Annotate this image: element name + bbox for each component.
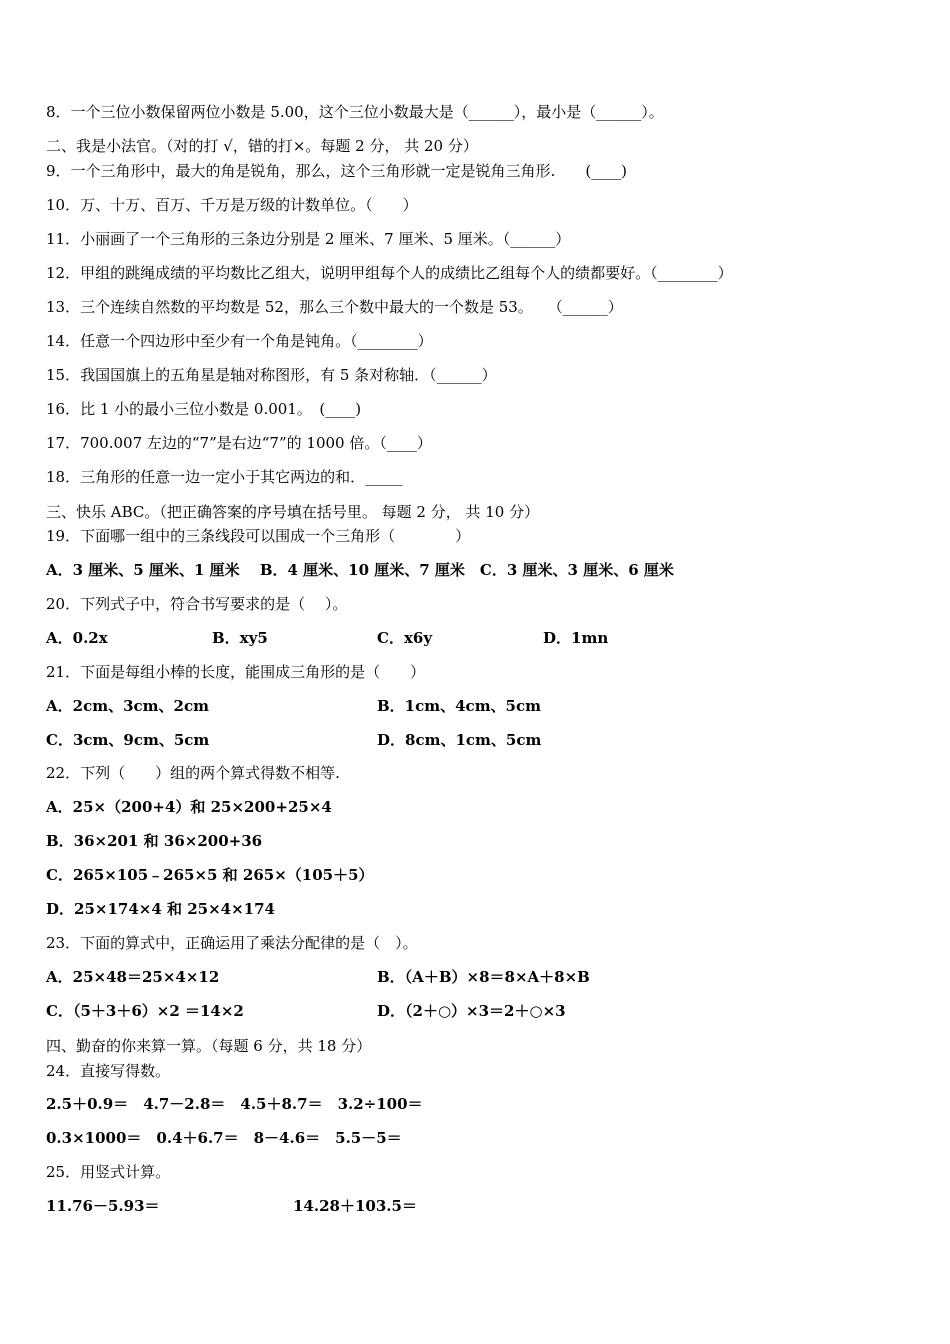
question-21-option-b: B．1cm、4cm、5cm [377,697,542,715]
section-2-heading: 二、我是小法官。（对的打 √，错的打×。每题 2 分， 共 20 分） [46,137,478,155]
question-20-option-d: D．1mn [543,629,609,647]
question-23-option-c: C．（5＋3＋6）×2 ＝14×2 [46,1002,244,1020]
question-22: 22．下列（ ）组的两个算式得数不相等. [46,764,340,782]
question-20-option-a: A．0.2x [46,629,108,647]
question-24: 24．直接写得数。 [46,1062,171,1080]
question-22-option-d: D．25×174×4 和 25×4×174 [46,900,275,918]
section-3-heading: 三、快乐 ABC。（把正确答案的序号填在括号里。 每题 2 分， 共 10 分） [46,503,540,521]
question-21-option-a: A．2cm、3cm、2cm [46,697,209,715]
question-25: 25．用竖式计算。 [46,1163,171,1181]
question-23: 23．下面的算式中，正确运用了乘法分配律的是（ ）。 [46,934,418,952]
question-23-option-a: A．25×48＝25×4×12 [46,968,220,986]
question-9: 9．一个三角形中，最大的角是锐角，那么，这个三角形就一定是锐角三角形. (____) [46,162,628,180]
question-19-options: A．3 厘米、5 厘米、1 厘米 B．4 厘米、10 厘米、7 厘米 C．3 厘米、3 厘米、6 厘米 [46,561,674,579]
question-13: 13．三个连续自然数的平均数是 52，那么三个数中最大的一个数是 53。 （______） [46,298,623,316]
question-15: 15．我国国旗上的五角星是轴对称图形，有 5 条对称轴．（______） [46,366,497,384]
question-24-row-2: 0.3×1000＝ 0.4＋6.7＝ 8－4.6＝ 5.5－5＝ [46,1129,402,1147]
question-19: 19．下面哪一组中的三条线段可以围成一个三角形（ ） [46,527,471,545]
question-10: 10．万、十万、百万、千万是万级的计数单位。（ ） [46,196,418,214]
question-20-option-b: B．xy5 [212,629,268,647]
question-23-option-b: B．（A＋B）×8＝8×A＋8×B [377,968,590,986]
question-14: 14．任意一个四边形中至少有一个角是钝角。（________） [46,332,433,350]
section-4-heading: 四、勤奋的你来算一算。（每题 6 分，共 18 分） [46,1037,372,1055]
question-12: 12．甲组的跳绳成绩的平均数比乙组大，说明甲组每个人的成绩比乙组每个人的绩都要好。（________） [46,264,733,282]
question-25-item-b: 14.28＋103.5＝ [293,1197,417,1215]
question-18: 18．三角形的任意一边一定小于其它两边的和．_____ [46,468,403,486]
question-23-option-d: D．（2＋○）×3＝2＋○×3 [377,1002,566,1020]
question-16: 16．比 1 小的最小三位小数是 0.001。 (____) [46,400,362,418]
question-11: 11．小丽画了一个三角形的三条边分别是 2 厘米、7 厘米、5 厘米。（______） [46,230,571,248]
question-21: 21．下面是每组小棒的长度，能围成三角形的是（ ） [46,663,426,681]
question-24-row-1: 2.5＋0.9＝ 4.7－2.8＝ 4.5＋8.7＝ 3.2÷100＝ [46,1095,423,1113]
question-22-option-c: C．265×105﹣265×5 和 265×（105＋5） [46,866,374,884]
question-8: 8．一个三位小数保留两位小数是 5.00，这个三位小数最大是（______），最小是（______）。 [46,103,664,121]
question-21-option-c: C．3cm、9cm、5cm [46,731,210,749]
question-21-option-d: D．8cm、1cm、5cm [377,731,542,749]
question-20: 20．下列式子中，符合书写要求的是（ ）。 [46,595,348,613]
question-25-item-a: 11.76－5.93＝ [46,1197,160,1215]
question-22-option-b: B．36×201 和 36×200+36 [46,832,263,850]
question-22-option-a: A．25×（200+4）和 25×200+25×4 [46,798,332,816]
question-17: 17．700.007 左边的“7”是右边“7”的 1000 倍。（____） [46,434,432,452]
question-20-option-c: C．x6y [377,629,433,647]
